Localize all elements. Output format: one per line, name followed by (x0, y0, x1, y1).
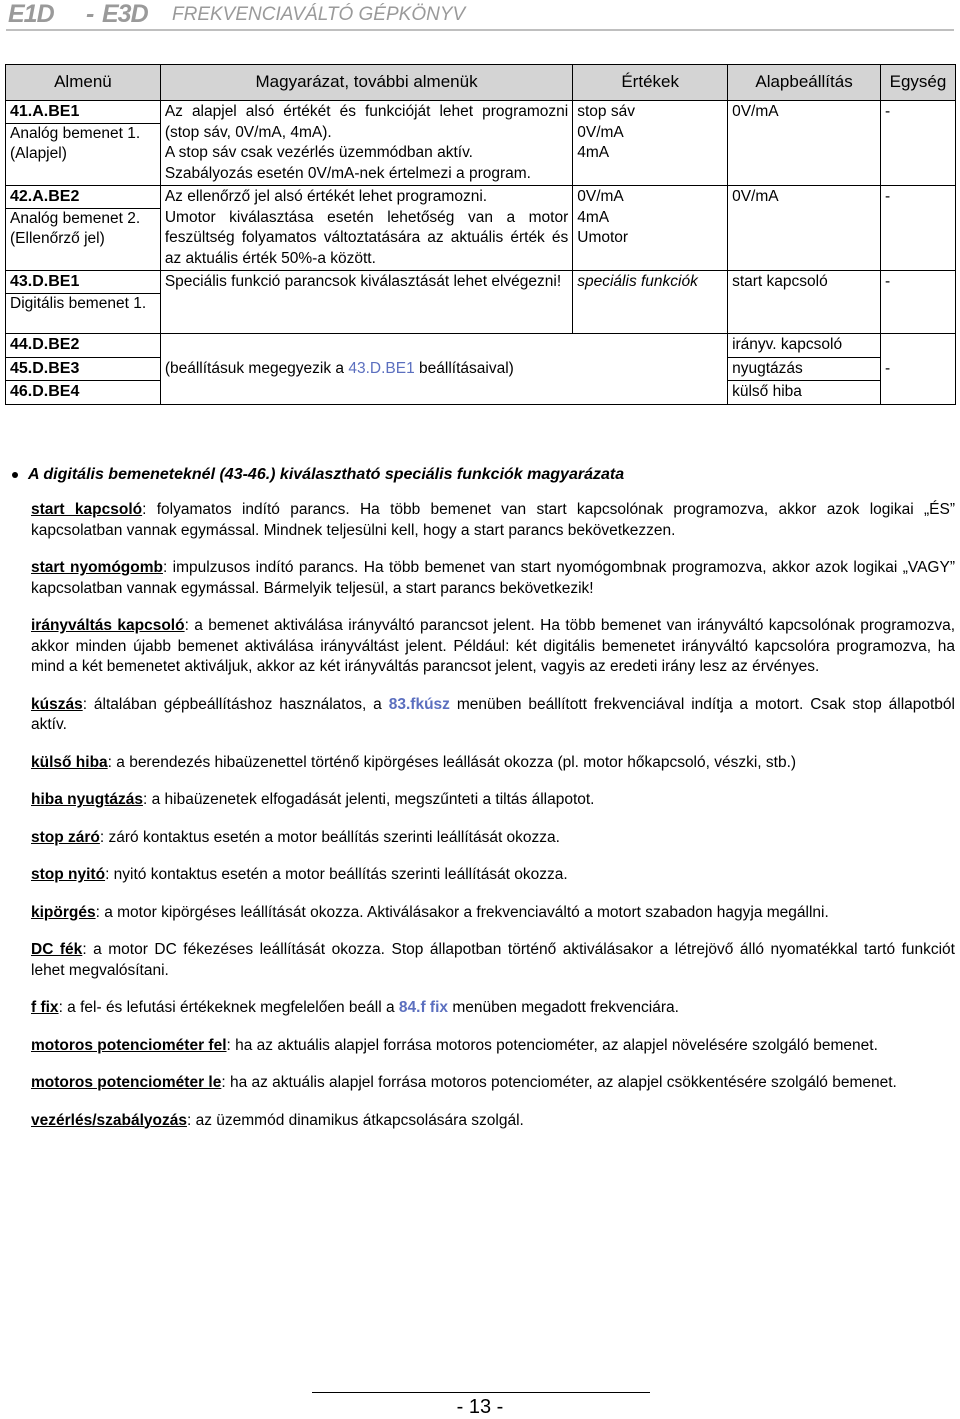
submenu-cell (6, 334, 161, 358)
default-cell: 0V/mA (728, 186, 881, 271)
unit-cell: - (880, 334, 955, 405)
definition-text: menüben beállított frekvenciával indítja a motort. Csak stop állapotból aktív. (31, 695, 955, 733)
shared-description-prefix: (beállításuk megegyezik a (164, 359, 349, 377)
menu-reference-link[interactable]: 84.f fix (398, 999, 449, 1016)
submenu-code: 44.D.BE2 (10, 336, 80, 353)
definition-text: : záró kontaktus esetén a motor beállítás szerinti leállítását okozza. (99, 828, 560, 846)
table-header-row (6, 65, 956, 101)
definition-item (31, 753, 955, 774)
e3d-logo: E3D (102, 0, 148, 28)
definition-item (31, 940, 955, 981)
submenu-name: Digitális bemenet 1. (6, 293, 160, 315)
definition-term: stop záró (31, 828, 100, 846)
reference-link[interactable]: 43.D.BE1 (348, 359, 415, 377)
description-line: Az ellenőrző jel alsó értékét lehet programozni. (164, 188, 488, 205)
unit-cell: - (880, 186, 955, 271)
definition-text: : a fel- és lefutási értékeknek megfelelően beáll a (58, 999, 399, 1016)
definition-item (31, 558, 955, 599)
shared-description-suffix: beállításaival) (414, 359, 514, 377)
description-cell (160, 186, 572, 271)
definition-item (31, 790, 955, 811)
default-cell: külső hiba (728, 381, 881, 405)
submenu-code: 42.A.BE2 (10, 188, 80, 205)
definition-text: menüben megadott frekvenciára. (448, 999, 679, 1016)
definition-text: : a motor kipörgéses leállítását okozza. Aktiválásakor a frekvenciaváltó a motort szabadon hagyja megállni. (95, 903, 829, 921)
definition-item (31, 865, 955, 886)
definition-text: : folyamatos indító parancs. Ha több bemenet van start kapcsolónak programozva, akkor azok logikai „ÉS” kapcsolatban vannak egymással. Mindnek teljesülni kell, hogy a start parancs bekövetkezzen. (31, 501, 955, 539)
col-header-submenu: Almenü (6, 65, 161, 101)
definition-item (31, 828, 955, 849)
definition-term: vezérlés/szabályozás (31, 1111, 187, 1129)
table-row (6, 334, 956, 358)
definition-text: : az üzemmód dinamikus átkapcsolására szolgál. (186, 1111, 524, 1129)
definition-item (31, 903, 955, 924)
submenu-code: 45.D.BE3 (10, 359, 80, 377)
document-title: FREKVENCIAVÁLTÓ GÉPKÖNYV (172, 4, 466, 25)
description-line: Az alapjel alsó értékét és funkcióját lehet programozni (stop sáv, 0V/mA, 4mA). (164, 103, 569, 141)
values-cell (573, 186, 728, 271)
section-title (12, 466, 624, 484)
definition-text: : a berendezés hibaüzenettel történő kipörgéses leállását okozza (pl. motor hőkapcsoló, vészki, stb.) (107, 753, 797, 771)
col-header-unit: Egység (880, 65, 955, 101)
submenu-name: Analóg bemenet 2. (Ellenőrző jel) (6, 208, 160, 250)
submenu-code: 41.A.BE1 (10, 103, 80, 120)
default-cell: irányv. kapcsoló (728, 334, 881, 358)
definition-term: irányváltás kapcsoló (31, 617, 185, 634)
table-row (6, 271, 956, 334)
table-row (6, 101, 956, 186)
section-title-text: A digitális bemeneteknél (43-46.) kiválasztható speciális funkciók magyarázata (28, 466, 625, 483)
description-cell (160, 101, 572, 186)
header-divider (6, 29, 954, 31)
description-cell: Speciális funkció parancsok kiválasztását lehet elvégezni! (160, 271, 572, 334)
definition-item (31, 1073, 955, 1094)
submenu-cell (6, 357, 161, 381)
col-header-description: Magyarázat, további almenük (160, 65, 572, 101)
description-line: Umotor kiválasztása esetén lehetőség van a motor feszültség folyamatos változtatására az aktuális érték és az aktuális érték 50%-a között. (164, 208, 569, 267)
parameter-table (5, 64, 956, 405)
logo-separator: - (86, 0, 95, 28)
definition-term: start nyomógomb (31, 559, 163, 576)
definition-term: kúszás (31, 695, 83, 713)
menu-reference-link[interactable]: 83.fkúsz (388, 695, 450, 713)
shared-description-cell (160, 334, 727, 405)
value-option: 0V/mA (577, 188, 624, 205)
footer-divider (312, 1392, 650, 1393)
values-cell: speciális funkciók (573, 271, 728, 334)
definition-term: DC fék (31, 941, 83, 958)
page-header (6, 0, 954, 30)
description-line: Szabályozás esetén 0V/mA-nek értelmezi a program. (164, 164, 531, 182)
default-cell: start kapcsoló (728, 271, 881, 334)
unit-cell: - (880, 101, 955, 186)
value-option: stop sáv (577, 103, 635, 120)
definition-term: start kapcsoló (31, 501, 143, 518)
value-option: 0V/mA (577, 123, 624, 141)
definition-text: : impulzusos indító parancs. Ha több bemenet van start nyomógombnak programozva, akkor azok logikai „VAGY” kapcsolatban vannak egymással. Bármelyik teljesül, a start parancs bekövetkezik! (31, 559, 955, 597)
submenu-cell (6, 381, 161, 405)
default-cell: 0V/mA (728, 101, 881, 186)
submenu-code: 43.D.BE1 (10, 273, 80, 290)
definition-item (31, 1111, 955, 1132)
definitions-list (31, 500, 955, 1148)
value-option: Umotor (577, 229, 629, 246)
e1d-logo: E1D (8, 0, 54, 28)
definition-item (31, 500, 955, 541)
definition-text: : ha az aktuális alapjel forrása motoros potenciométer, az alapjel növelésére szolgáló bemenet. (226, 1036, 878, 1054)
definition-term: kipörgés (31, 903, 96, 921)
definition-term: motoros potenciométer le (31, 1074, 222, 1091)
table-row (6, 186, 956, 271)
definition-term: külső hiba (31, 753, 108, 771)
submenu-code: 46.D.BE4 (10, 383, 80, 400)
col-header-values: Értékek (573, 65, 728, 101)
definition-text: : a motor DC fékezéses leállítását okozza. Stop állapotban történő aktiválásakor a létrejövő álló nyomatékkal tartó funkciót lehet megvalósítani. (31, 941, 955, 979)
unit-cell: - (880, 271, 955, 334)
definition-text: : nyitó kontaktus esetén a motor beállítás szerinti leállítását okozza. (105, 866, 568, 883)
definition-text: : a bemenet aktiválása irányváltó parancsot jelent. Ha több bemenet van irányváltó kapcsolónak programozva, akkor minden újabb bemenet aktiválása irányváltást jelent. Például: két digitális bemenetet irányváltó kapcsolóra programozva, ha mind a két bemenetet aktiváljuk, akkor az két irányváltás parancsot jelent, vagyis az eredeti irány lesz az érvényes. (31, 617, 956, 675)
default-cell: nyugtázás (728, 357, 881, 381)
definition-text: : általában gépbeállításhoz használatos, a (82, 695, 389, 713)
value-option: 4mA (577, 144, 610, 161)
col-header-default: Alapbeállítás (728, 65, 881, 101)
values-cell (573, 101, 728, 186)
submenu-cell (6, 271, 161, 334)
definition-item (31, 998, 955, 1019)
definition-item (31, 1036, 955, 1057)
definition-term: motoros potenciométer fel (31, 1036, 227, 1054)
description-line: A stop sáv csak vezérlés üzemmódban aktív. (164, 144, 473, 161)
definition-item (31, 695, 955, 736)
definition-item (31, 616, 955, 678)
bullet-icon (12, 472, 18, 478)
definition-term: hiba nyugtázás (31, 791, 143, 808)
submenu-cell (6, 101, 161, 186)
definition-text: : a hibaüzenetek elfogadását jelenti, megszűnteti a tiltás állapotot. (142, 791, 595, 808)
submenu-name: Analóg bemenet 1. (Alapjel) (6, 123, 160, 165)
definition-term: f fix (31, 999, 59, 1016)
definition-term: stop nyitó (31, 866, 106, 883)
definition-text: : ha az aktuális alapjel forrása motoros potenciométer, az alapjel csökkentésére szolgáló bemenet. (221, 1074, 897, 1091)
page-number: - 13 - (456, 1396, 504, 1418)
submenu-cell (6, 186, 161, 271)
value-option: 4mA (577, 208, 610, 226)
